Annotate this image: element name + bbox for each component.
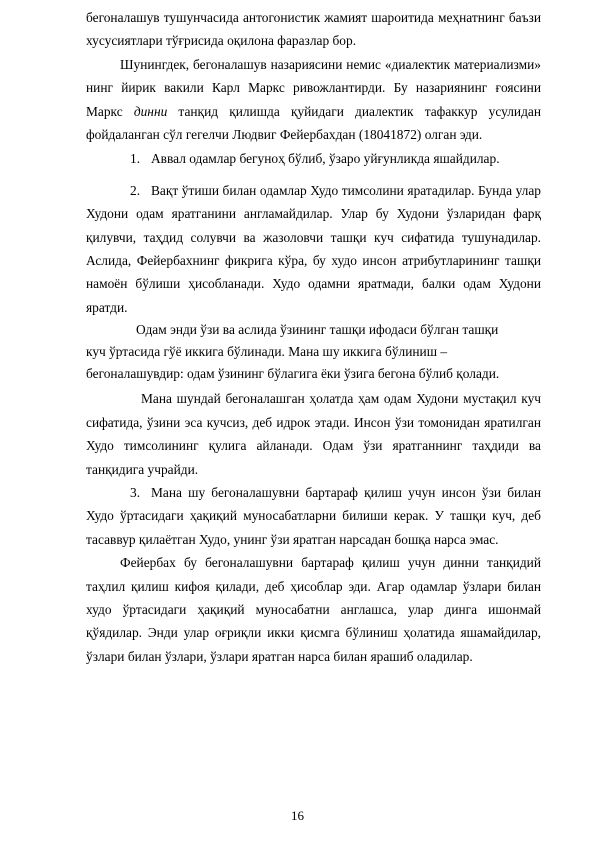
list-item-2-text: Вақт ўтиши билан одамлар Худо тимсолини яратадилар. Бунда улар Худони одам яратганини англамайдилар. Улар бу Худони ўзларидан фарқ қилувчи, таҳдид солувчи ва жазоловчи ташқи куч сифатида тушунадилар. Аслида, Фейербахнинг фикрига кўра, бу худо инсон атрибутларининг ташқи намоён бўлиши ҳисобланади. Худо одамни яратмади, балки одам Худони яратди. [86,182,541,315]
list-item-3-text: Мана шу бегоналашувни бартараф қилиш учун инсон ўзи билан Худо ўртасидаги ҳақиқий муносабатларни билиши керак. У ташқи куч, деб тасаввур қилаётган Худо, унинг ўзи яратган нарсадан бошқа нарса эмас. [86,484,541,547]
paragraph-split-line-2: куч ўртасида гўё иккига бўлинади. Мана шу иккига бўлиниш – [86,344,448,360]
list-item-3 [86,481,541,551]
paragraph-split [86,319,541,385]
document-page [86,6,541,668]
page-number: 16 [291,808,304,823]
paragraph-marx-text-b: танқид қилишда қуйидаги диалектик тафаккур усулидан фойдаланган сўл гегелчи Людвиг Фейербахдан (18041872) олган эди. [86,103,541,143]
list-item-3-number: 3. [130,484,141,500]
list-item-2-number: 2. [130,182,141,198]
paragraph-split-line-3: бегоналашувдир: одам ўзининг бўлагига ёки ўзига бегона бўлиб қолади. [86,366,500,382]
paragraph-marx-text-a: Шунингдек, бегоналашув назариясини немис «диалектик материализми» нинг йирик вакили Карл Маркс ривожлантирди. Бу назариянинг ғоясини Маркс [86,56,541,119]
emphasis-religion: динни [133,103,168,119]
list-item-1-number: 1. [130,151,141,167]
paragraph-alienated-state: Мана шундай бегоналашган ҳолатда ҳам одам Худони мустақил куч сифатида, ўзини эса кучсиз, деб идрок этади. Инсон ўзи томонидан яратилган Худо тимсолининг қулига айланади. Одам ўзи яратганнинг таҳдиди ва танқидига учрайди. [86,391,541,477]
paragraph-marx [86,53,541,147]
list-item-1 [130,147,541,170]
paragraph-split-line-1: Одам энди ўзи ва аслида ўзининг ташқи ифодаси бўлган ташқи [136,322,499,338]
paragraph-feuerbach-conclusion: Фейербах бу бегоналашувни бартараф қилиш учун динни танқидий таҳлил қилиш кифоя қилади, деб ҳисоблар эди. Агар одамлар ўзлари билан худо ўртасидаги ҳақиқий муносабатни англашса, улар динга ишонмай қўядилар. Энди улар оғриқли икки қисмга бўлиниш ҳолатида яшамайдилар, ўзлари билан ўзлари, ўзлари яратган нарса билан ярашиб оладилар. [86,555,541,664]
paragraph-intro: бегоналашув тушунчасида антогонистик жамият шароитида меҳнатнинг баъзи хусусиятлари тўғрисида оқилона фаразлар бор. [86,10,541,49]
list-item-1-text: Аввал одамлар бегуноҳ бўлиб, ўзаро уйғунликда яшайдилар. [151,151,500,167]
list-item-2 [86,179,541,319]
